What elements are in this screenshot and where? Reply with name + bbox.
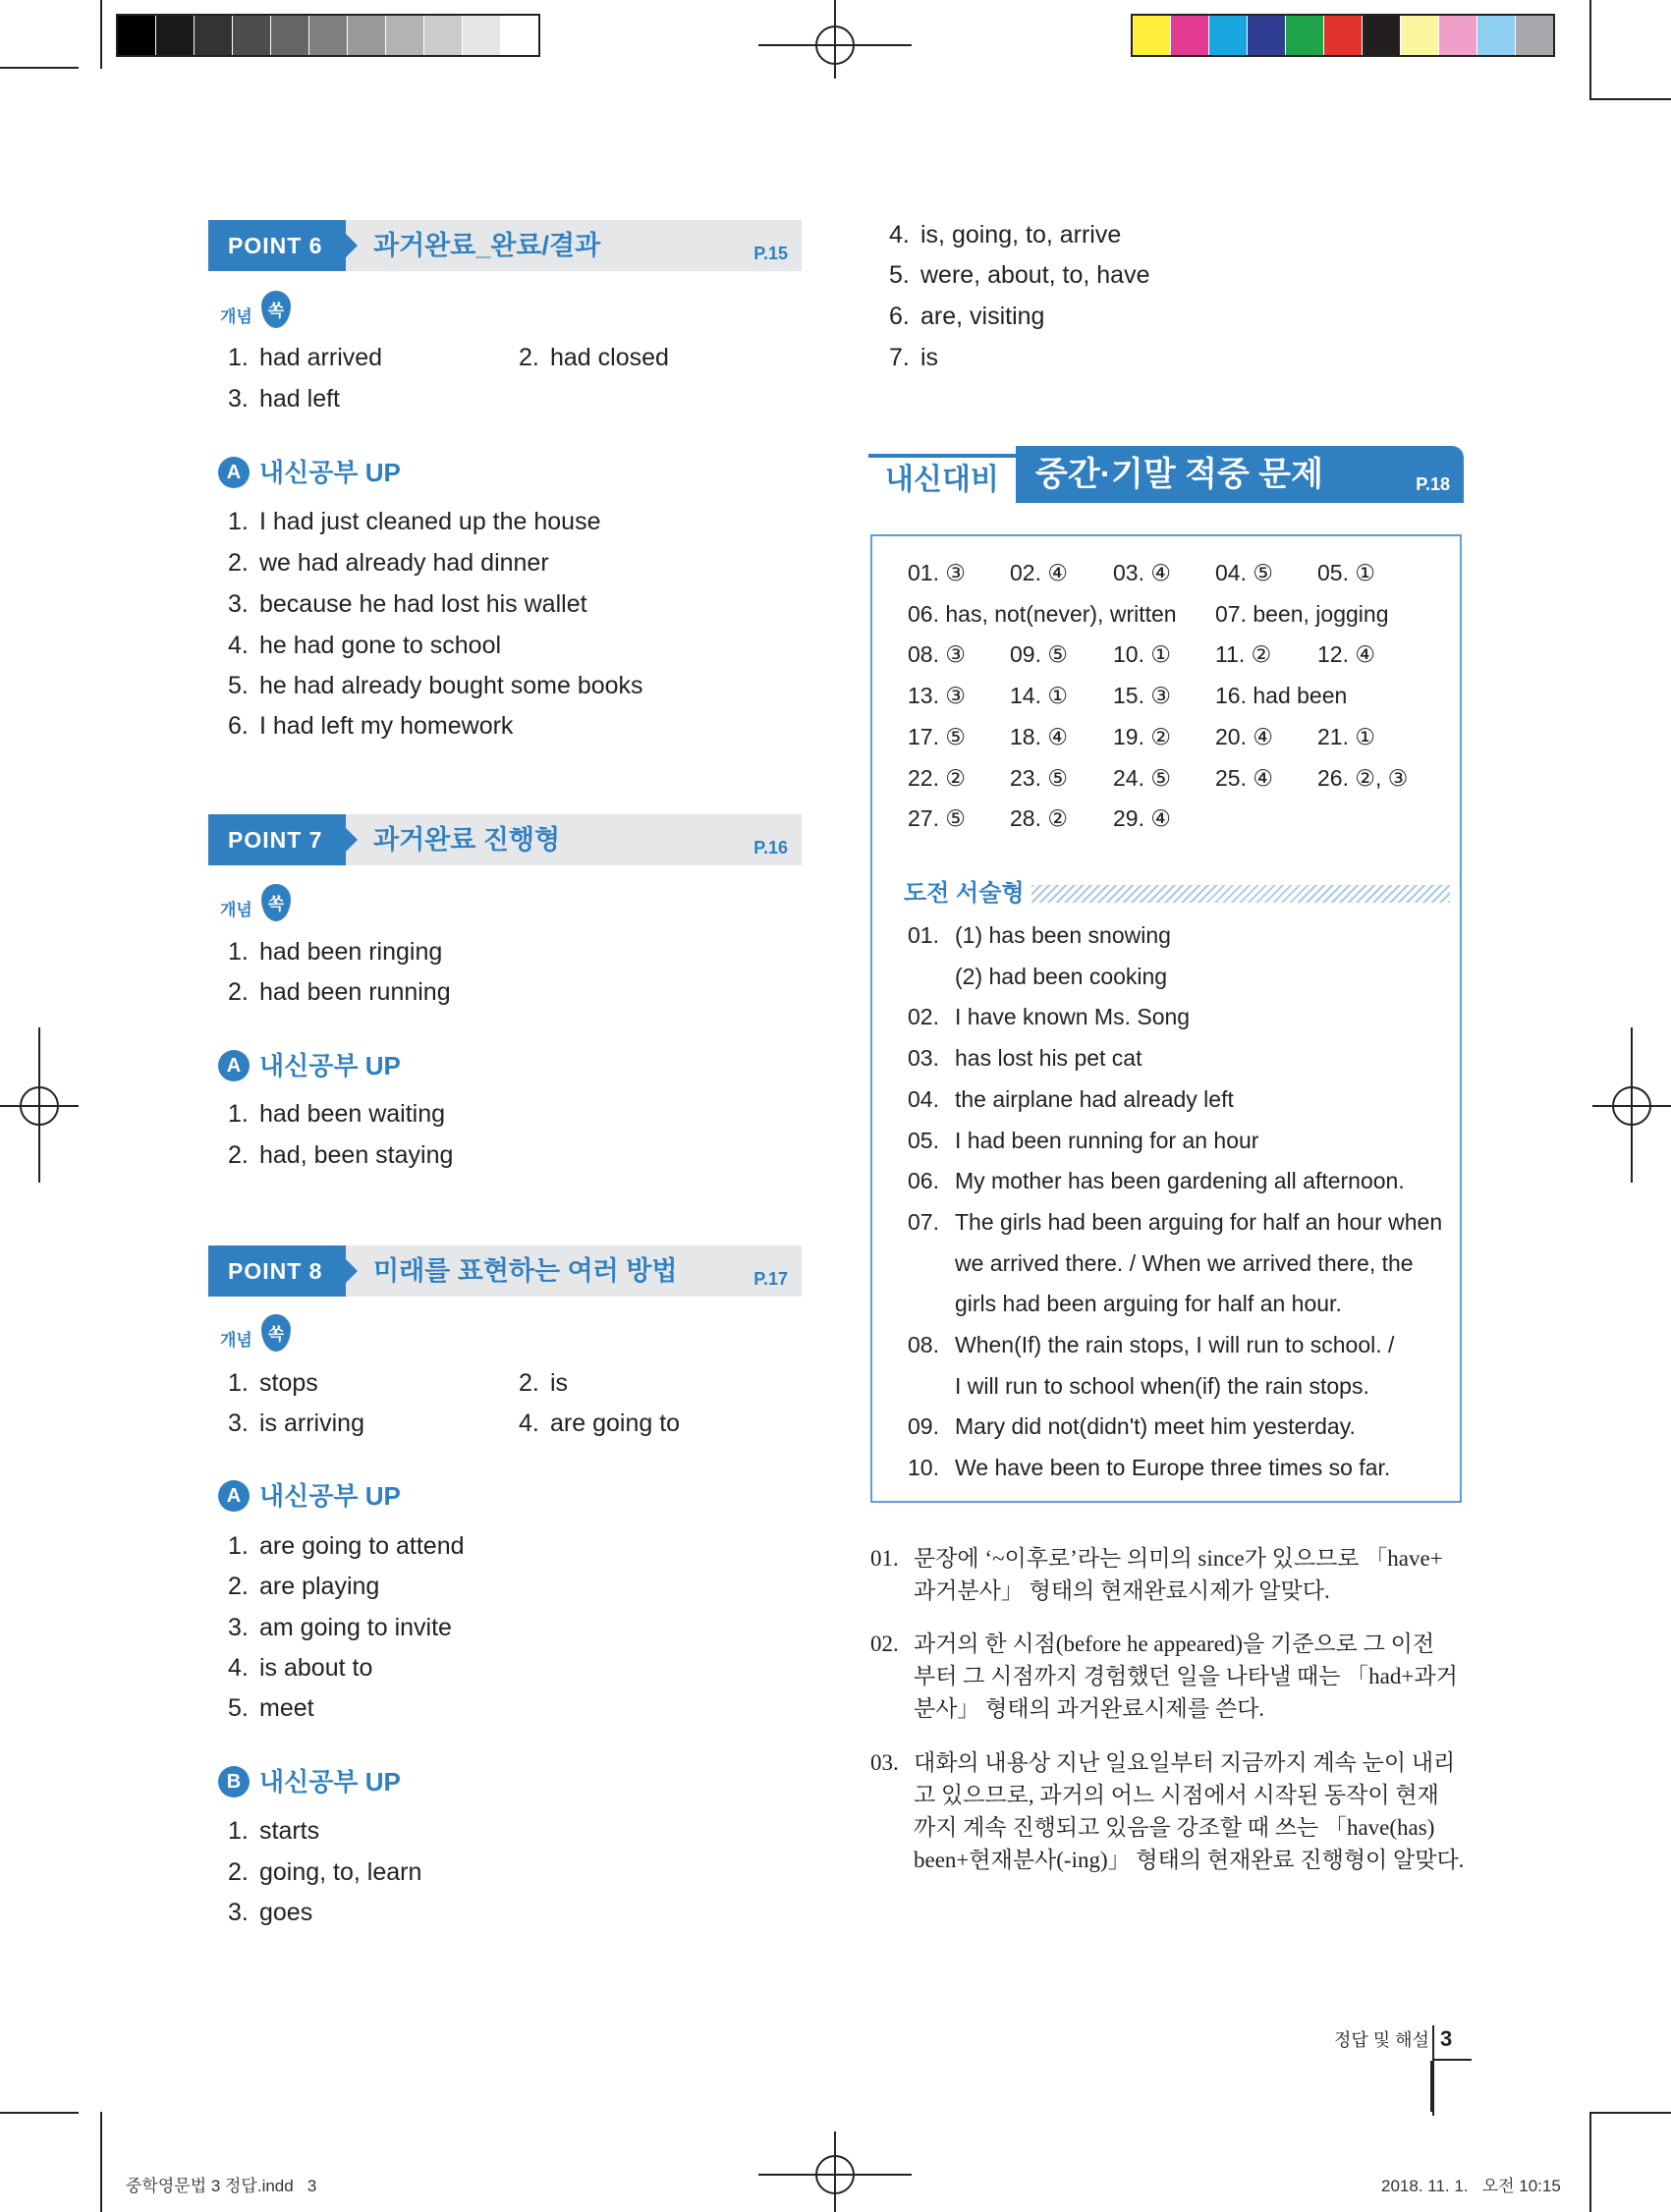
answer-item: 26. ②, ③ bbox=[1317, 764, 1409, 791]
color-swatch bbox=[1286, 16, 1323, 55]
writing-number: 04. bbox=[908, 1085, 939, 1112]
list-item bbox=[228, 1855, 421, 1889]
item-number: 1. bbox=[228, 508, 249, 535]
color-bar bbox=[1131, 14, 1555, 57]
page-reference: P.18 bbox=[1416, 474, 1450, 494]
gray-swatch bbox=[463, 16, 500, 55]
writing-answer: girls had been arguing for half an hour. bbox=[955, 1291, 1342, 1317]
color-swatch bbox=[1439, 16, 1476, 55]
gray-swatch bbox=[501, 16, 538, 55]
item-number: 3. bbox=[228, 1410, 249, 1437]
list-item bbox=[228, 935, 442, 968]
crop-mark bbox=[1432, 2059, 1472, 2061]
list-item bbox=[228, 1651, 372, 1685]
item-text: he had already bought some books bbox=[259, 672, 643, 699]
list-item bbox=[889, 218, 1121, 251]
item-text: had been running bbox=[259, 978, 451, 1006]
list-item bbox=[228, 1366, 318, 1400]
writing-number: 05. bbox=[908, 1127, 939, 1153]
item-text: stops bbox=[259, 1369, 318, 1397]
gray-bar bbox=[116, 14, 540, 57]
item-number: 2. bbox=[519, 1369, 539, 1397]
footer-date: 2018. 11. 1. 오전 10:15 bbox=[1381, 2177, 1561, 2195]
footer-section-label: 정답 및 해설 bbox=[1334, 2030, 1429, 2050]
explanation-line: 까지 계속 진행되고 있음을 강조할 때 쓰는 「have(has) bbox=[914, 1815, 1435, 1840]
item-text: are playing bbox=[259, 1573, 380, 1600]
item-text: is bbox=[550, 1369, 569, 1397]
list-item bbox=[228, 709, 513, 743]
item-number: 2. bbox=[228, 549, 249, 577]
registration-mark bbox=[38, 1027, 40, 1183]
item-text: had, been staying bbox=[259, 1141, 454, 1169]
answer-item: 02. ④ bbox=[1010, 560, 1068, 585]
writing-answer: the airplane had already left bbox=[955, 1085, 1234, 1112]
item-number: 3. bbox=[228, 590, 249, 618]
item-text: is about to bbox=[259, 1654, 373, 1682]
point-title: 미래를 표현하는 여러 방법 bbox=[373, 1256, 678, 1286]
item-number: 1. bbox=[228, 1817, 249, 1845]
item-text: is, going, to, arrive bbox=[920, 221, 1122, 249]
color-swatch bbox=[1363, 16, 1400, 55]
item-number: 5. bbox=[228, 1694, 249, 1722]
point-title: 과거완료 진행형 bbox=[373, 825, 561, 855]
list-item bbox=[228, 1896, 312, 1929]
point-8-header bbox=[208, 1245, 802, 1297]
item-text: we had already had dinner bbox=[259, 549, 549, 577]
crop-mark bbox=[1591, 98, 1671, 100]
registration-mark bbox=[834, 2131, 836, 2212]
color-swatch bbox=[1516, 16, 1553, 55]
crop-mark bbox=[0, 2112, 79, 2114]
list-item bbox=[519, 1366, 568, 1400]
explanation-line: 과거분사」 형태의 현재완료시제가 알맞다. bbox=[914, 1578, 1330, 1603]
item-text: are going to attend bbox=[259, 1532, 465, 1560]
crop-mark bbox=[0, 67, 79, 69]
item-text: are going to bbox=[550, 1410, 681, 1437]
list-item bbox=[228, 975, 451, 1009]
explanation-line: 대화의 내용상 지난 일요일부터 지금까지 계속 눈이 내리 bbox=[914, 1750, 1456, 1775]
writing-answer: My mother has been gardening all afternoon. bbox=[955, 1168, 1405, 1194]
list-item bbox=[228, 629, 501, 662]
item-number: 4. bbox=[228, 632, 249, 659]
item-text: are, visiting bbox=[920, 303, 1045, 330]
exam-header bbox=[868, 446, 1464, 503]
explanation-number: 01. bbox=[870, 1546, 899, 1571]
section-title: 내신공부 UP bbox=[259, 1051, 401, 1080]
item-text: he had gone to school bbox=[259, 632, 502, 659]
list-item bbox=[228, 1814, 319, 1848]
answer-item: 05. ① bbox=[1317, 560, 1375, 585]
gray-swatch bbox=[233, 16, 270, 55]
exam-tab: 내신대비 bbox=[868, 454, 1016, 503]
list-item bbox=[228, 341, 382, 374]
explanation-body bbox=[914, 1746, 1465, 1876]
item-text: am going to invite bbox=[259, 1614, 452, 1641]
list-item bbox=[889, 300, 1044, 333]
explanation-body bbox=[914, 1542, 1452, 1607]
concept-badge bbox=[220, 1314, 299, 1359]
concept-glyph: 쏙 bbox=[267, 1325, 285, 1344]
item-text: were, about, to, have bbox=[920, 261, 1150, 289]
list-item bbox=[228, 1138, 453, 1172]
answer-item: 01. ③ bbox=[908, 560, 966, 585]
color-swatch bbox=[1209, 16, 1247, 55]
writing-title: 도전 서술형 bbox=[904, 880, 1025, 907]
list-item bbox=[228, 1529, 465, 1563]
color-swatch bbox=[1171, 16, 1208, 55]
answer-item: 22. ② bbox=[908, 764, 966, 791]
answer-item: 21. ① bbox=[1317, 723, 1375, 749]
section-title: 내신공부 UP bbox=[259, 458, 401, 487]
writing-number: 03. bbox=[908, 1045, 939, 1072]
list-item bbox=[228, 505, 601, 538]
gray-swatch bbox=[118, 16, 155, 55]
writing-answer: The girls had been arguing for half an hour when bbox=[955, 1208, 1443, 1235]
section-title: 내신공부 UP bbox=[259, 1767, 401, 1797]
writing-number: 06. bbox=[908, 1168, 939, 1194]
list-item bbox=[889, 341, 938, 374]
point-tag: POINT 6 bbox=[208, 220, 346, 271]
item-number: 4. bbox=[889, 221, 910, 249]
list-item bbox=[228, 587, 587, 621]
item-text: had been waiting bbox=[259, 1100, 446, 1128]
answer-item: 29. ④ bbox=[1113, 805, 1171, 832]
list-item bbox=[519, 1407, 680, 1440]
writing-number: 01. bbox=[908, 922, 939, 948]
concept-glyph: 쏙 bbox=[267, 895, 285, 913]
color-swatch bbox=[1401, 16, 1438, 55]
explanation-line: 고 있으므로, 과거의 어느 시점에서 시작된 동작이 현재 bbox=[914, 1783, 1439, 1807]
item-number: 3. bbox=[228, 385, 249, 413]
item-number: 3. bbox=[228, 1614, 249, 1641]
writing-answer: (1) has been snowing bbox=[955, 922, 1171, 948]
crop-mark bbox=[1589, 0, 1591, 100]
answer-item: 15. ③ bbox=[1113, 683, 1171, 709]
item-text: had arrived bbox=[259, 344, 383, 371]
concept-drop-icon bbox=[261, 884, 291, 921]
item-number: 2. bbox=[519, 344, 539, 371]
answer-item: 14. ① bbox=[1010, 683, 1068, 709]
point-tag: POINT 8 bbox=[208, 1245, 346, 1297]
section-badge: A bbox=[218, 1050, 250, 1081]
answer-item: 03. ④ bbox=[1113, 560, 1171, 585]
concept-label: 개념 bbox=[220, 307, 252, 327]
concept-drop-icon bbox=[261, 1314, 291, 1352]
color-swatch bbox=[1477, 16, 1515, 55]
item-text: is arriving bbox=[259, 1410, 364, 1437]
color-swatch bbox=[1324, 16, 1362, 55]
item-text: goes bbox=[259, 1899, 313, 1926]
writing-number: 10. bbox=[908, 1455, 939, 1481]
answer-item: 24. ⑤ bbox=[1113, 764, 1171, 791]
explanation-number: 02. bbox=[870, 1631, 899, 1656]
item-text: starts bbox=[259, 1817, 320, 1845]
answer-item: 23. ⑤ bbox=[1010, 764, 1068, 791]
answer-item: 08. ③ bbox=[908, 641, 966, 668]
list-item bbox=[228, 1691, 314, 1725]
registration-mark bbox=[834, 0, 836, 79]
point-7-header bbox=[208, 814, 802, 865]
explanation-line: 과거의 한 시점(before he appeared)을 기준으로 그 이전 bbox=[914, 1631, 1435, 1656]
list-item bbox=[228, 382, 340, 415]
page-reference: P.17 bbox=[753, 1269, 788, 1289]
page-number: 3 bbox=[1440, 2026, 1453, 2051]
answer-item: 09. ⑤ bbox=[1010, 641, 1068, 668]
point-6-header bbox=[208, 220, 802, 271]
writing-number: 02. bbox=[908, 1004, 939, 1030]
explanation-line: been+현재분사(-ing)」 형태의 현재완료 진행형이 알맞다. bbox=[914, 1848, 1465, 1872]
explanation-line: 분사」 형태의 과거완료시제를 쓴다. bbox=[914, 1696, 1265, 1721]
answer-item: 07. been, jogging bbox=[1215, 600, 1389, 627]
answer-item: 18. ④ bbox=[1010, 723, 1068, 749]
color-swatch bbox=[1248, 16, 1285, 55]
answer-item: 10. ① bbox=[1113, 641, 1171, 668]
list-item bbox=[228, 1570, 379, 1603]
answer-item: 06. has, not(never), written bbox=[908, 600, 1177, 627]
footer-divider bbox=[1432, 2025, 1434, 2116]
item-number: 2. bbox=[228, 1573, 249, 1600]
writing-number: 08. bbox=[908, 1332, 939, 1357]
writing-number: 07. bbox=[908, 1208, 939, 1235]
list-item bbox=[228, 1097, 445, 1131]
answer-item: 27. ⑤ bbox=[908, 805, 966, 832]
answer-item: 17. ⑤ bbox=[908, 723, 966, 749]
item-text: is bbox=[920, 344, 939, 371]
item-number: 6. bbox=[889, 303, 910, 330]
writing-answer: we arrived there. / When we arrived there, the bbox=[955, 1249, 1414, 1276]
writing-answer: When(If) the rain stops, I will run to school. / bbox=[955, 1332, 1395, 1357]
crop-mark bbox=[1589, 2112, 1591, 2212]
writing-answer: I will run to school when(if) the rain stops. bbox=[955, 1372, 1369, 1399]
crop-mark bbox=[100, 2112, 102, 2212]
point-tag: POINT 7 bbox=[208, 814, 346, 865]
concept-label: 개념 bbox=[220, 901, 252, 920]
list-item bbox=[228, 546, 549, 580]
answer-item: 19. ② bbox=[1113, 723, 1171, 749]
item-number: 4. bbox=[519, 1410, 539, 1437]
crop-mark bbox=[1591, 2112, 1671, 2114]
item-number: 1. bbox=[228, 1100, 249, 1128]
explanation-line: 문장에 ‘~이후로’라는 의미의 since가 있으므로 「have+ bbox=[914, 1546, 1443, 1571]
item-number: 3. bbox=[228, 1899, 249, 1926]
writing-answer: I have known Ms. Song bbox=[955, 1004, 1191, 1030]
item-number: 2. bbox=[228, 1858, 249, 1886]
concept-glyph: 쏙 bbox=[267, 302, 285, 320]
point-title: 과거완료_완료/결과 bbox=[373, 231, 601, 260]
answer-item: 16. had been bbox=[1215, 683, 1348, 709]
gray-swatch bbox=[386, 16, 423, 55]
concept-drop-icon bbox=[261, 291, 291, 328]
item-number: 2. bbox=[228, 1141, 249, 1169]
item-number: 1. bbox=[228, 344, 249, 371]
item-number: 6. bbox=[228, 712, 249, 740]
item-number: 7. bbox=[889, 344, 910, 371]
writing-answer: (2) had been cooking bbox=[955, 963, 1168, 989]
answer-item: 12. ④ bbox=[1317, 641, 1375, 668]
item-text: going, to, learn bbox=[259, 1858, 422, 1886]
list-item bbox=[228, 1611, 452, 1644]
gray-swatch bbox=[309, 16, 347, 55]
color-swatch bbox=[1133, 16, 1170, 55]
writing-answer: I had been running for an hour bbox=[955, 1127, 1259, 1153]
list-item bbox=[519, 341, 669, 374]
explanation-line: 부터 그 시점까지 경험했던 일을 나타낼 때는 「had+과거 bbox=[914, 1664, 1458, 1688]
item-number: 1. bbox=[228, 938, 249, 966]
item-text: meet bbox=[259, 1694, 314, 1722]
item-text: had been ringing bbox=[259, 938, 443, 966]
concept-label: 개념 bbox=[220, 1331, 252, 1351]
explanation-body bbox=[914, 1628, 1458, 1725]
gray-swatch bbox=[271, 16, 308, 55]
item-number: 2. bbox=[228, 978, 249, 1006]
section-badge: A bbox=[218, 457, 250, 488]
answer-item: 11. ② bbox=[1215, 641, 1272, 668]
item-number: 1. bbox=[228, 1369, 249, 1397]
list-item bbox=[228, 1407, 364, 1440]
answer-item: 25. ④ bbox=[1215, 764, 1273, 791]
page-reference: P.15 bbox=[753, 244, 788, 263]
exam-title: 중간·기말 적중 문제 bbox=[1035, 456, 1323, 493]
writing-answer: We have been to Europe three times so far. bbox=[955, 1455, 1391, 1481]
answer-item: 13. ③ bbox=[908, 683, 966, 709]
gray-swatch bbox=[195, 16, 232, 55]
gray-swatch bbox=[424, 16, 462, 55]
gray-swatch bbox=[156, 16, 194, 55]
concept-badge bbox=[220, 291, 299, 336]
item-number: 5. bbox=[889, 261, 910, 289]
explanation-number: 03. bbox=[870, 1750, 899, 1775]
item-number: 4. bbox=[228, 1654, 249, 1682]
registration-mark bbox=[1631, 1027, 1633, 1183]
section-badge: A bbox=[218, 1480, 250, 1512]
writing-answer: Mary did not(didn't) meet him yesterday. bbox=[955, 1413, 1356, 1440]
item-text: had left bbox=[259, 385, 341, 413]
section-badge: B bbox=[218, 1766, 250, 1797]
concept-badge bbox=[220, 884, 299, 929]
list-item bbox=[228, 669, 643, 702]
list-item bbox=[889, 258, 1149, 292]
item-text: I had just cleaned up the house bbox=[259, 508, 601, 535]
answer-item: 20. ④ bbox=[1215, 723, 1273, 749]
page-reference: P.16 bbox=[753, 838, 788, 857]
item-text: had closed bbox=[550, 344, 669, 371]
footer-file-name: 중학영문법 3 정답.indd 3 bbox=[126, 2177, 317, 2195]
hatch-decoration bbox=[1031, 885, 1450, 903]
item-number: 1. bbox=[228, 1532, 249, 1560]
writing-answer: has lost his pet cat bbox=[955, 1045, 1142, 1072]
item-text: I had left my homework bbox=[259, 712, 514, 740]
item-text: because he had lost his wallet bbox=[259, 590, 587, 618]
answer-item: 04. ⑤ bbox=[1215, 560, 1273, 585]
writing-number: 09. bbox=[908, 1413, 939, 1440]
exam-title-bar bbox=[1016, 446, 1464, 503]
section-title: 내신공부 UP bbox=[259, 1481, 401, 1511]
gray-swatch bbox=[348, 16, 385, 55]
answer-item: 28. ② bbox=[1010, 805, 1068, 832]
item-number: 5. bbox=[228, 672, 249, 699]
crop-mark bbox=[100, 0, 102, 69]
